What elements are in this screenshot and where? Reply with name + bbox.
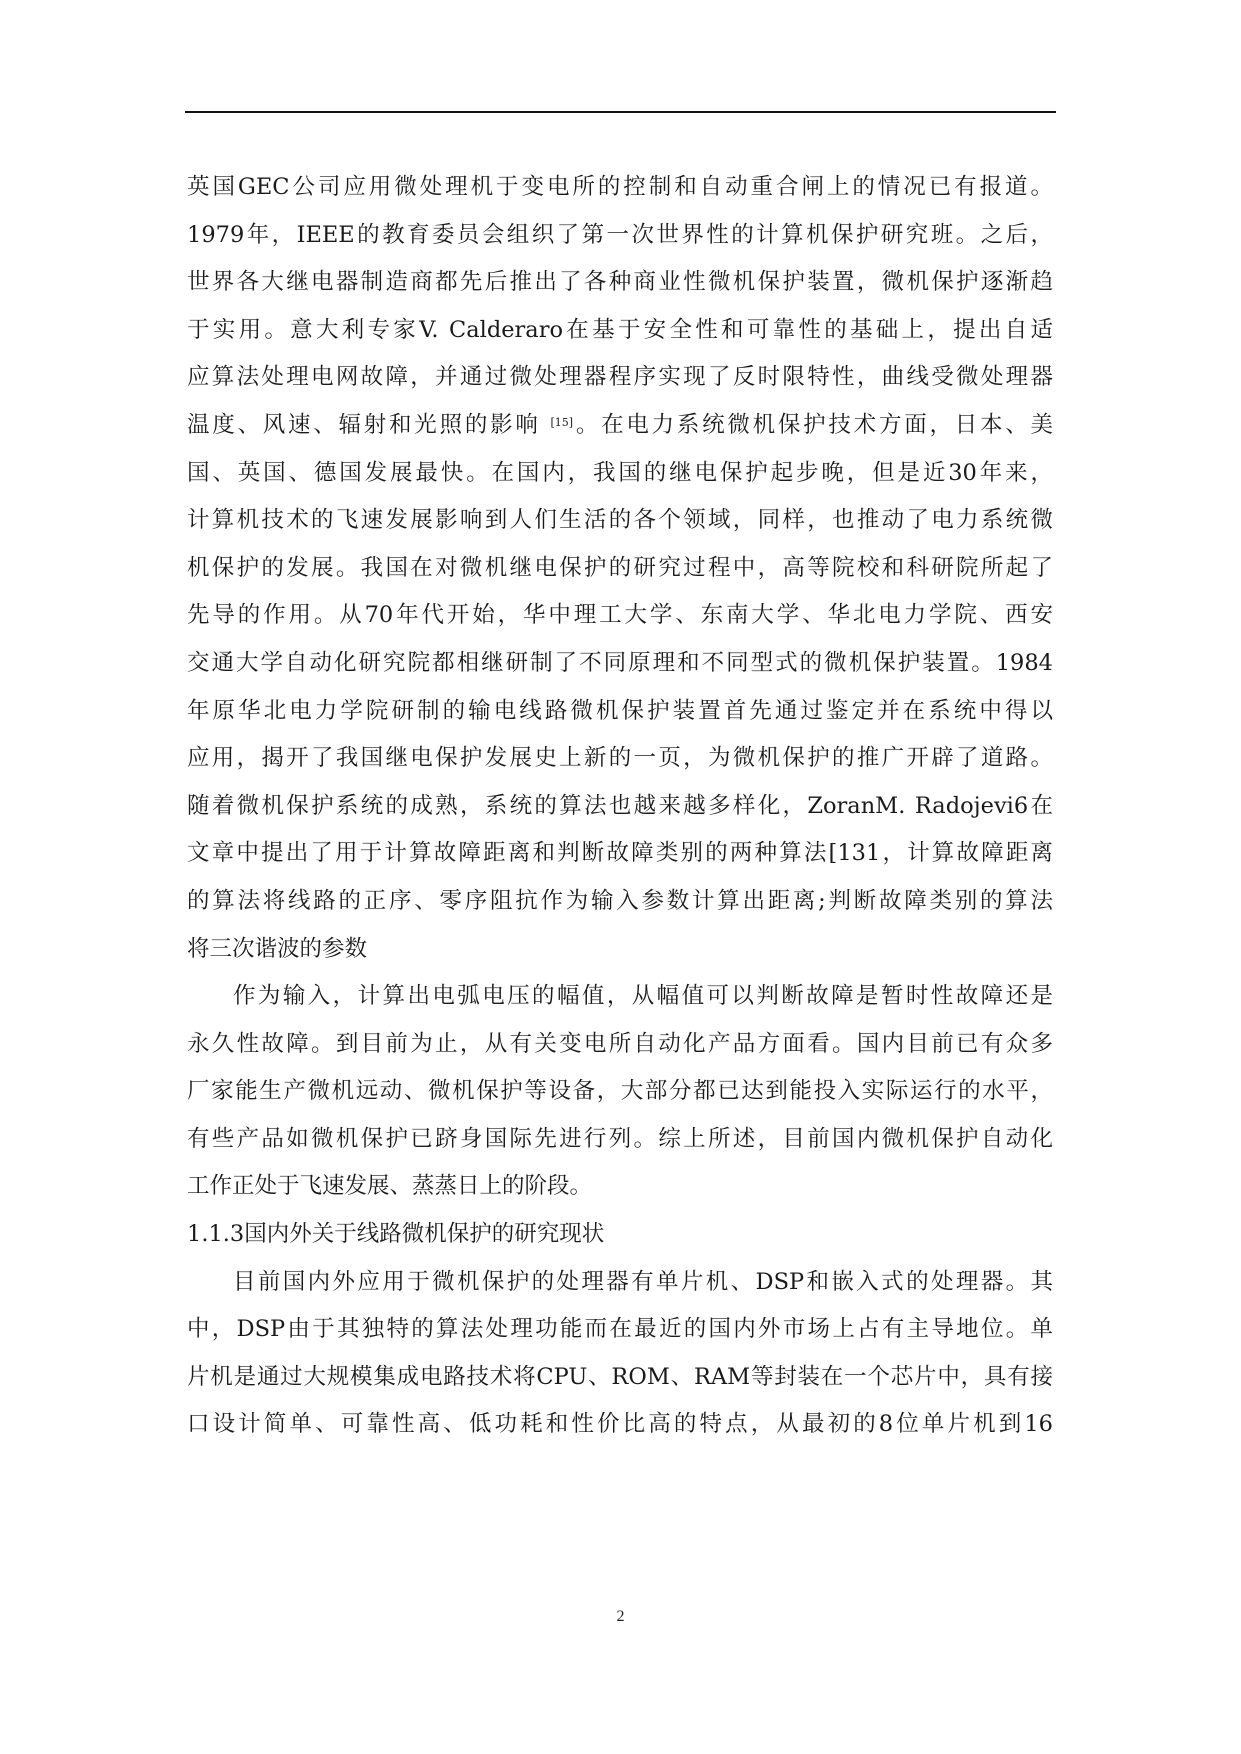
citation-reference: [15] (550, 415, 574, 429)
text-line: 应用，揭开了我国继电保护发展史上新的一页，为微机保护的推广开辟了道路。 (187, 745, 1053, 772)
text-fragment: 温度、风速、辐射和光照的影响 (187, 411, 541, 438)
text-line: 有些产品如微机保护已跻身国际先进行列。综上所述，目前国内微机保护自动化 (187, 1125, 1053, 1152)
text-line: 于实用。意大利专家V. Calderaro在基于安全性和可靠性的基础上，提出自适 (187, 316, 1053, 343)
text-line: 机保护的发展。我国在对微机继电保护的研究过程中，高等院校和科研院所起了 (187, 554, 1053, 581)
text-line (187, 402, 1053, 450)
text-line: 将三次谐波的参数 (187, 935, 368, 962)
text-line: 年原华北电力学院研制的输电线路微机保护装置首先通过鉴定并在系统中得以 (187, 697, 1053, 724)
document-body (187, 164, 1053, 1449)
paragraph-3 (187, 1259, 1053, 1449)
text-line: 工作正处于飞速发展、蒸蒸日上的阶段。 (187, 1173, 593, 1200)
text-line: 英国GEC公司应用微处理机于变电所的控制和自动重合闸上的情况已有报道。 (187, 174, 1053, 200)
page-number: 2 (616, 1608, 625, 1625)
text-line: 作为输入，计算出电弧电压的幅值，从幅值可以判断故障是暂时性故障还是 (233, 983, 1053, 1010)
text-line: 厂家能生产微机远动、微机保护等设备，大部分都已达到能投入实际运行的水平， (187, 1078, 1053, 1105)
header-rule (185, 111, 1056, 113)
text-line: 应算法处理电网故障，并通过微处理器程序实现了反时限特性，曲线受微处理器 (187, 364, 1053, 391)
text-line: 永久性故障。到目前为止，从有关变电所自动化产品方面看。国内目前已有众多 (187, 1030, 1053, 1057)
text-line: 计算机技术的飞速发展影响到人们生活的各个领域，同样，也推动了电力系统微 (187, 507, 1053, 534)
paragraph-2 (187, 973, 1053, 1211)
text-line: 中，DSP由于其独特的算法处理功能而在最近的国内外市场上占有主导地位。单 (187, 1316, 1053, 1343)
text-line: 交通大学自动化研究院都相继研制了不同原理和不同型式的微机保护装置。1984 (187, 649, 1053, 676)
section-heading: 1.1.3国内外关于线路微机保护的研究现状 (187, 1221, 605, 1248)
text-line: 世界各大继电器制造商都先后推出了各种商业性微机保护装置，微机保护逐渐趋 (187, 269, 1053, 296)
text-line: 先导的作用。从70年代开始，华中理工大学、东南大学、华北电力学院、西安 (187, 602, 1053, 629)
text-line: 文章中提出了用于计算故障距离和判断故障类别的两种算法[131，计算故障距离 (187, 840, 1053, 867)
text-line: 1979年，IEEE的教育委员会组织了第一次世界性的计算机保护研究班。之后， (187, 221, 1053, 248)
text-line: 口设计简单、可靠性高、低功耗和性价比高的特点，从最初的8位单片机到16 (187, 1411, 1053, 1438)
text-fragment: 。在电力系统微机保护技术方面，日本、美 (573, 411, 1053, 438)
text-line: 的算法将线路的正序、零序阻抗作为输入参数计算出距离;判断故障类别的算法 (187, 887, 1053, 914)
text-line: 随着微机保护系统的成熟，系统的算法也越来越多样化，ZoranM. Radojevi6在 (187, 792, 1053, 819)
text-line: 目前国内外应用于微机保护的处理器有单片机、DSP和嵌入式的处理器。其 (233, 1268, 1053, 1295)
text-line: 国、英国、德国发展最快。在国内，我国的继电保护起步晚，但是近30年来， (187, 459, 1053, 486)
text-line: 片机是通过大规模集成电路技术将CPU、ROM、RAM等封装在一个芯片中，具有接 (187, 1363, 1053, 1390)
paragraph-1 (187, 164, 1053, 973)
